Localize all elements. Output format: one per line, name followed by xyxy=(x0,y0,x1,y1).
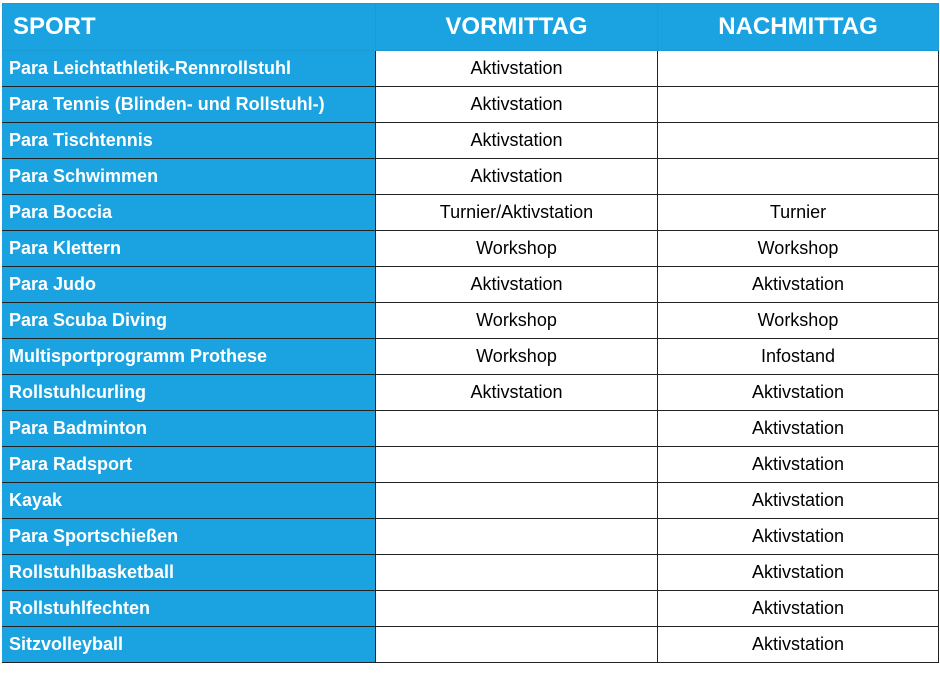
morning-cell: Aktivstation xyxy=(376,51,658,87)
sport-cell: Para Sportschießen xyxy=(3,519,376,555)
afternoon-cell: Aktivstation xyxy=(658,411,939,447)
sport-cell: Para Scuba Diving xyxy=(3,303,376,339)
schedule-table-wrapper xyxy=(2,3,938,667)
morning-cell: Workshop xyxy=(376,231,658,267)
table-row xyxy=(3,483,939,519)
table-row xyxy=(3,339,939,375)
morning-cell xyxy=(376,591,658,627)
table-row xyxy=(3,519,939,555)
morning-cell xyxy=(376,627,658,663)
sport-cell: Rollstuhlfechten xyxy=(3,591,376,627)
table-row xyxy=(3,267,939,303)
morning-cell xyxy=(376,411,658,447)
afternoon-cell: Aktivstation xyxy=(658,591,939,627)
table-row xyxy=(3,303,939,339)
table-row xyxy=(3,411,939,447)
afternoon-cell: Workshop xyxy=(658,303,939,339)
morning-cell: Aktivstation xyxy=(376,375,658,411)
sport-cell: Para Klettern xyxy=(3,231,376,267)
sport-cell: Para Tischtennis xyxy=(3,123,376,159)
afternoon-cell: Aktivstation xyxy=(658,375,939,411)
afternoon-cell: Aktivstation xyxy=(658,483,939,519)
table-row xyxy=(3,159,939,195)
table-row xyxy=(3,627,939,663)
header-morning: VORMITTAG xyxy=(376,4,658,51)
morning-cell: Aktivstation xyxy=(376,267,658,303)
afternoon-cell: Turnier xyxy=(658,195,939,231)
sport-cell: Rollstuhlbasketball xyxy=(3,555,376,591)
morning-cell: Workshop xyxy=(376,303,658,339)
table-row xyxy=(3,123,939,159)
table-row xyxy=(3,555,939,591)
sport-cell: Multisportprogramm Prothese xyxy=(3,339,376,375)
afternoon-cell xyxy=(658,51,939,87)
morning-cell: Aktivstation xyxy=(376,123,658,159)
morning-cell: Aktivstation xyxy=(376,159,658,195)
morning-cell xyxy=(376,483,658,519)
morning-cell xyxy=(376,519,658,555)
morning-cell: Turnier/Aktivstation xyxy=(376,195,658,231)
sport-cell: Para Judo xyxy=(3,267,376,303)
afternoon-cell: Workshop xyxy=(658,231,939,267)
sport-cell: Para Boccia xyxy=(3,195,376,231)
table-row xyxy=(3,51,939,87)
afternoon-cell: Aktivstation xyxy=(658,267,939,303)
afternoon-cell: Aktivstation xyxy=(658,555,939,591)
table-row xyxy=(3,591,939,627)
sport-cell: Para Leichtathletik-Rennrollstuhl xyxy=(3,51,376,87)
morning-cell xyxy=(376,555,658,591)
morning-cell: Workshop xyxy=(376,339,658,375)
afternoon-cell: Aktivstation xyxy=(658,627,939,663)
sport-cell: Para Radsport xyxy=(3,447,376,483)
afternoon-cell: Aktivstation xyxy=(658,447,939,483)
table-row xyxy=(3,447,939,483)
afternoon-cell: Infostand xyxy=(658,339,939,375)
afternoon-cell xyxy=(658,123,939,159)
table-row xyxy=(3,231,939,267)
afternoon-cell xyxy=(658,87,939,123)
afternoon-cell xyxy=(658,159,939,195)
header-afternoon: NACHMITTAG xyxy=(658,4,939,51)
morning-cell xyxy=(376,447,658,483)
table-row xyxy=(3,375,939,411)
schedule-table xyxy=(2,3,939,663)
header-sport: SPORT xyxy=(3,4,376,51)
header-row xyxy=(3,4,939,51)
sport-cell: Kayak xyxy=(3,483,376,519)
sport-cell: Rollstuhlcurling xyxy=(3,375,376,411)
table-row xyxy=(3,195,939,231)
sport-cell: Para Badminton xyxy=(3,411,376,447)
afternoon-cell: Aktivstation xyxy=(658,519,939,555)
sport-cell: Para Schwimmen xyxy=(3,159,376,195)
sport-cell: Para Tennis (Blinden- und Rollstuhl-) xyxy=(3,87,376,123)
table-row xyxy=(3,87,939,123)
morning-cell: Aktivstation xyxy=(376,87,658,123)
sport-cell: Sitzvolleyball xyxy=(3,627,376,663)
